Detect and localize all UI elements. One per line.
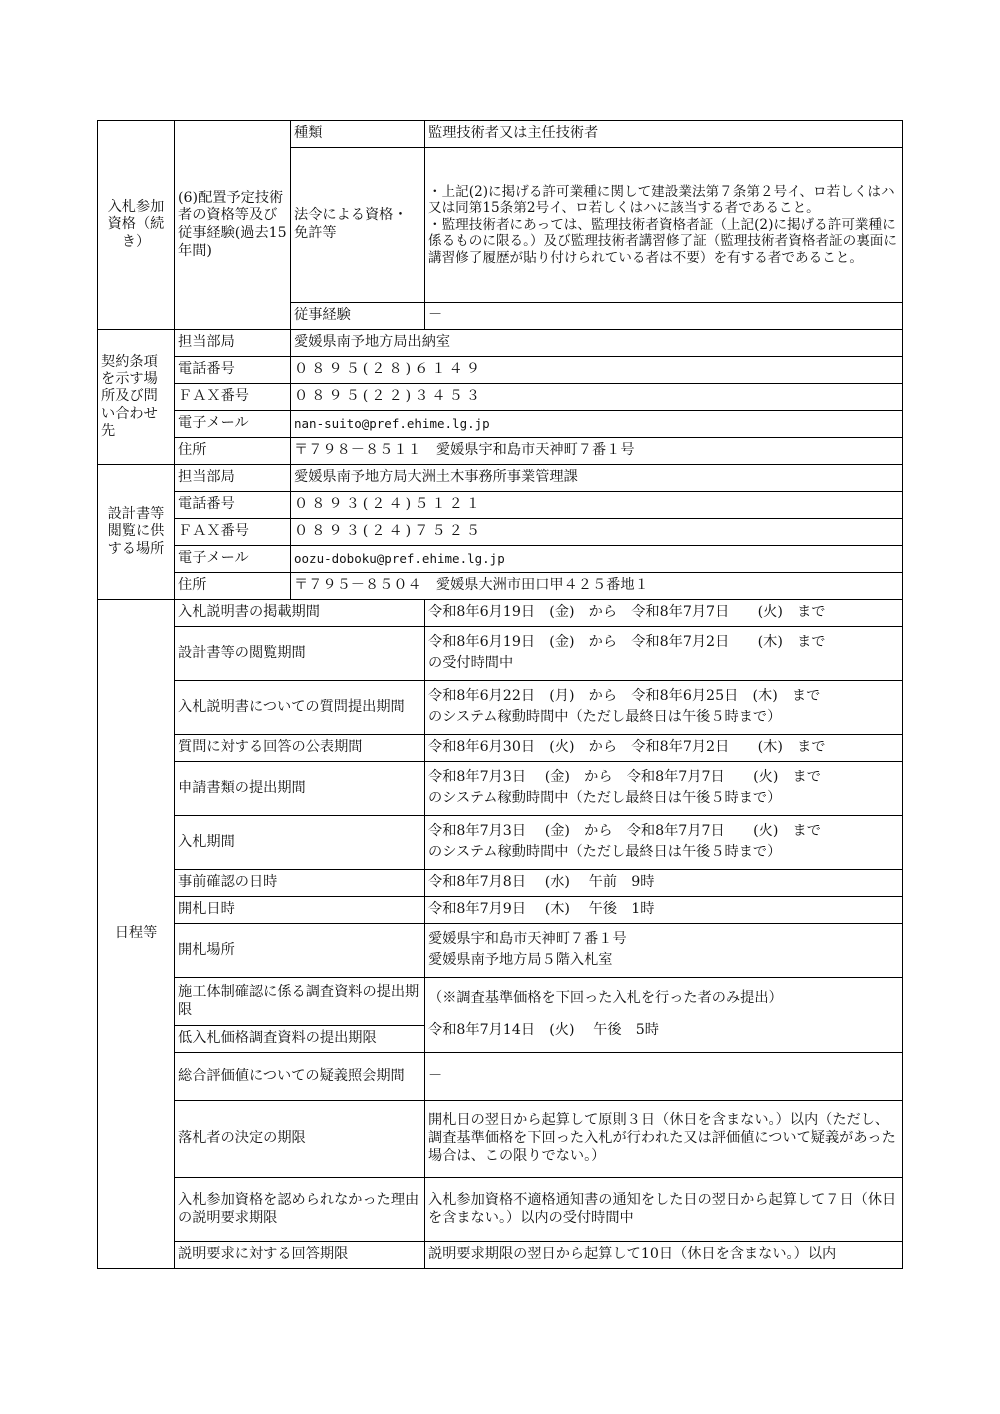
schedule-value [425, 762, 903, 816]
survey-low-bid-label: 低入札価格調査資料の提出期限 [175, 1026, 425, 1053]
schedule-label: 開札日時 [175, 897, 425, 924]
schedule-category: 日程等 [98, 600, 175, 1269]
design-dept-value: 愛媛県南予地方局大洲土木事務所事業管理課 [291, 465, 903, 492]
design-tel-label: 電話番号 [175, 492, 291, 519]
contract-address-label: 住所 [175, 438, 291, 465]
design-address-value: 〒７９５－８５０４ 愛媛県大洲市田口甲４２５番地１ [291, 573, 903, 600]
schedule-label: 入札説明書の掲載期間 [175, 600, 425, 627]
schedule-value: 令和8年6月30日 (火) から 令和8年7月2日 (木) まで [425, 735, 903, 762]
explain-request-value: 入札参加資格不適格通知書の通知をした日の翌日から起算して７日（休日を含まない。）以内の受付時間中 [425, 1178, 903, 1242]
design-contact-category: 設計書等閲覧に供する場所 [98, 465, 175, 600]
design-fax-label: ＦＡＸ番号 [175, 519, 291, 546]
survey-construction-label: 施工体制確認に係る調査資料の提出期限 [175, 978, 425, 1026]
contract-contact-category: 契約条項を示す場所及び問い合わせ先 [98, 330, 175, 465]
contract-fax-label: ＦＡＸ番号 [175, 384, 291, 411]
schedule-label: 入札説明書についての質問提出期間 [175, 681, 425, 735]
schedule-value-line: 愛媛県宇和島市天神町７番１号 [428, 931, 627, 948]
schedule-value-line: のシステム稼動時間中（ただし最終日は午後５時まで） [428, 709, 782, 725]
explain-request-label: 入札参加資格を認められなかった理由の説明要求期限 [175, 1178, 425, 1242]
qualification-subcategory: (6)配置予定技術者の資格等及び従事経験(過去15年間) [175, 121, 291, 330]
contract-email-label: 電子メール [175, 411, 291, 438]
license-text-1: ・上記(2)に掲げる許可業種に関して建設業法第７条第２号イ、ロ若しくはハ又は同第15条第2号イ、ロ若しくはハに該当する者であること。 [428, 183, 895, 217]
schedule-value-line: 令和8年7月3日 (金) から 令和8年7月7日 (火) まで [428, 769, 821, 786]
schedule-value-line: 令和8年7月3日 (金) から 令和8年7月7日 (火) まで [428, 823, 821, 840]
decision-value: 開札日の翌日から起算して原則３日（休日を含まない。）以内（ただし、調査基準価格を下回った入札が行われた又は評価値について疑義があった場合は、この限りでない。） [425, 1101, 903, 1178]
survey-date: 令和8年7月14日 (火) 午後 5時 [428, 1022, 659, 1038]
license-label: 法令による資格・免許等 [291, 148, 425, 303]
license-value [425, 148, 903, 303]
license-text-2: ・監理技術者にあっては、監理技術者資格者証（上記(2)に掲げる許可業種に係るものに限る。）及び監理技術者講習修了証（監理技術者資格者証の裏面に講習修了履歴が貼り付けられている者は不要）を有する者であること。 [428, 216, 897, 266]
contract-address-value: 〒７９８－８５１１ 愛媛県宇和島市天神町７番１号 [291, 438, 903, 465]
decision-label: 落札者の決定の期限 [175, 1101, 425, 1178]
qualification-category: 入札参加資格（続き） [98, 121, 175, 330]
inquiry-value: － [425, 1053, 903, 1101]
schedule-value-line: のシステム稼動時間中（ただし最終日は午後５時まで） [428, 844, 782, 860]
schedule-value [425, 924, 903, 978]
schedule-value [425, 627, 903, 681]
design-address-label: 住所 [175, 573, 291, 600]
design-fax-value: ０８９３(２４)７５２５ [291, 519, 903, 546]
schedule-value [425, 816, 903, 870]
schedule-value-line: 愛媛県南予地方局５階入札室 [428, 952, 613, 968]
schedule-label: 質問に対する回答の公表期間 [175, 735, 425, 762]
schedule-label: 申請書類の提出期間 [175, 762, 425, 816]
schedule-value: 令和8年7月8日 (水) 午前 9時 [425, 870, 903, 897]
experience-value: － [425, 303, 903, 330]
answer-deadline-label: 説明要求に対する回答期限 [175, 1242, 425, 1269]
schedule-value [425, 681, 903, 735]
design-tel-value: ０８９３(２４)５１２１ [291, 492, 903, 519]
schedule-label: 設計書等の閲覧期間 [175, 627, 425, 681]
contract-dept-label: 担当部局 [175, 330, 291, 357]
type-value: 監理技術者又は主任技術者 [425, 121, 903, 148]
experience-label: 従事経験 [291, 303, 425, 330]
contract-fax-value: ０８９５(２２)３４５３ [291, 384, 903, 411]
answer-deadline-value: 説明要求期限の翌日から起算して10日（休日を含まない。）以内 [425, 1242, 903, 1269]
contract-dept-value: 愛媛県南予地方局出納室 [291, 330, 903, 357]
survey-note: （※調査基準価格を下回った入札を行った者のみ提出） [428, 990, 783, 1007]
schedule-value: 令和8年6月19日 (金) から 令和8年7月7日 (火) まで [425, 600, 903, 627]
schedule-label: 開札場所 [175, 924, 425, 978]
bid-info-table [97, 120, 903, 1269]
schedule-value-line: の受付時間中 [428, 655, 514, 671]
design-email-label: 電子メール [175, 546, 291, 573]
survey-deadline-value [425, 978, 903, 1053]
schedule-label: 事前確認の日時 [175, 870, 425, 897]
schedule-value-line: 令和8年6月22日 (月) から 令和8年6月25日 (木) まで [428, 688, 821, 705]
schedule-label: 入札期間 [175, 816, 425, 870]
contract-tel-label: 電話番号 [175, 357, 291, 384]
schedule-value-line: 令和8年6月19日 (金) から 令和8年7月2日 (木) まで [428, 634, 826, 651]
contract-tel-value: ０８９５(２８)６１４９ [291, 357, 903, 384]
inquiry-label: 総合評価値についての疑義照会期間 [175, 1053, 425, 1101]
design-email-value[interactable]: oozu-doboku@pref.ehime.lg.jp [291, 546, 903, 573]
schedule-value: 令和8年7月9日 (木) 午後 1時 [425, 897, 903, 924]
contract-email-value[interactable]: nan-suito@pref.ehime.lg.jp [291, 411, 903, 438]
schedule-value-line: のシステム稼動時間中（ただし最終日は午後５時まで） [428, 790, 782, 806]
design-dept-label: 担当部局 [175, 465, 291, 492]
type-label: 種類 [291, 121, 425, 148]
